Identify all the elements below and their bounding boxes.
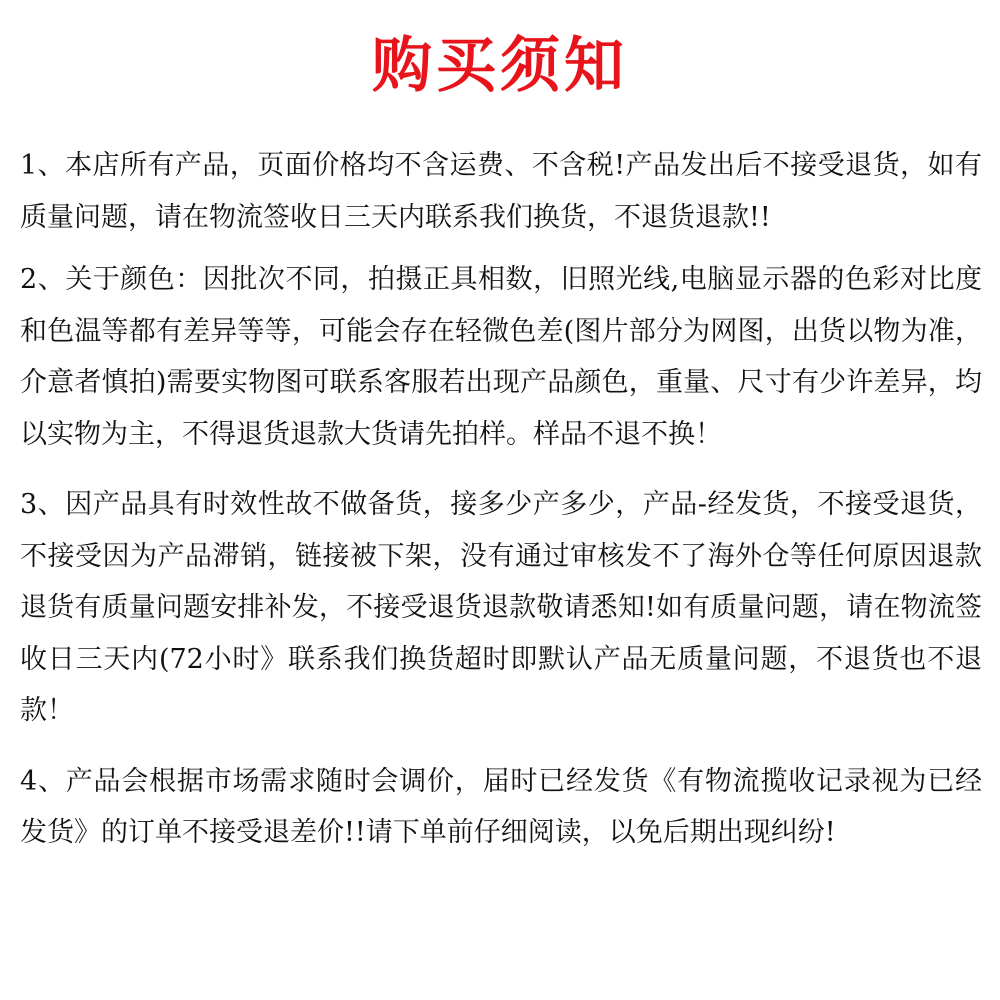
notice-paragraph-4: 4、产品会根据市场需求随时会调价，届时已经发货《有物流揽收记录视为已经发货》的订单不接受退差价!!请下单前仔细阅读，以免后期出现纠纷! — [20, 765, 982, 848]
notice-paragraph-2: 2、关于颜色：因批次不同，拍摄正具相数，旧照光线,电脑显示器的色彩对比度和色温等都有差异等等，可能会存在轻微色差(图片部分为网图，出货以物为准，介意者慎拍)需要实物图可联系客服若出现产品颜色，重量、尺寸有少许差异，均以实物为主，不得退货退款大货请先拍样。样品不退不换！ — [20, 264, 982, 450]
notice-body — [20, 140, 982, 859]
page-title: 购买须知 — [372, 31, 628, 101]
notice-paragraph-3: 3、因产品具有时效性故不做备货，接多少产多少，产品-经发货，不接受退货，不接受因为产品滞销，链接被下架，没有通过审核发不了海外仓等任何原因退款退货有质量问题安排补发，不接受退货退款敬请悉知!如有质量问题，请在物流签收日三天内(72小时》联系我们换货超时即默认产品无质量问题，不退货也不退款！ — [20, 489, 982, 726]
notice-paragraph-1: 1、本店所有产品，页面价格均不含运费、不含税!产品发出后不接受退货，如有质量问题，请在物流签收日三天内联系我们换货，不退货退款!! — [20, 150, 982, 233]
